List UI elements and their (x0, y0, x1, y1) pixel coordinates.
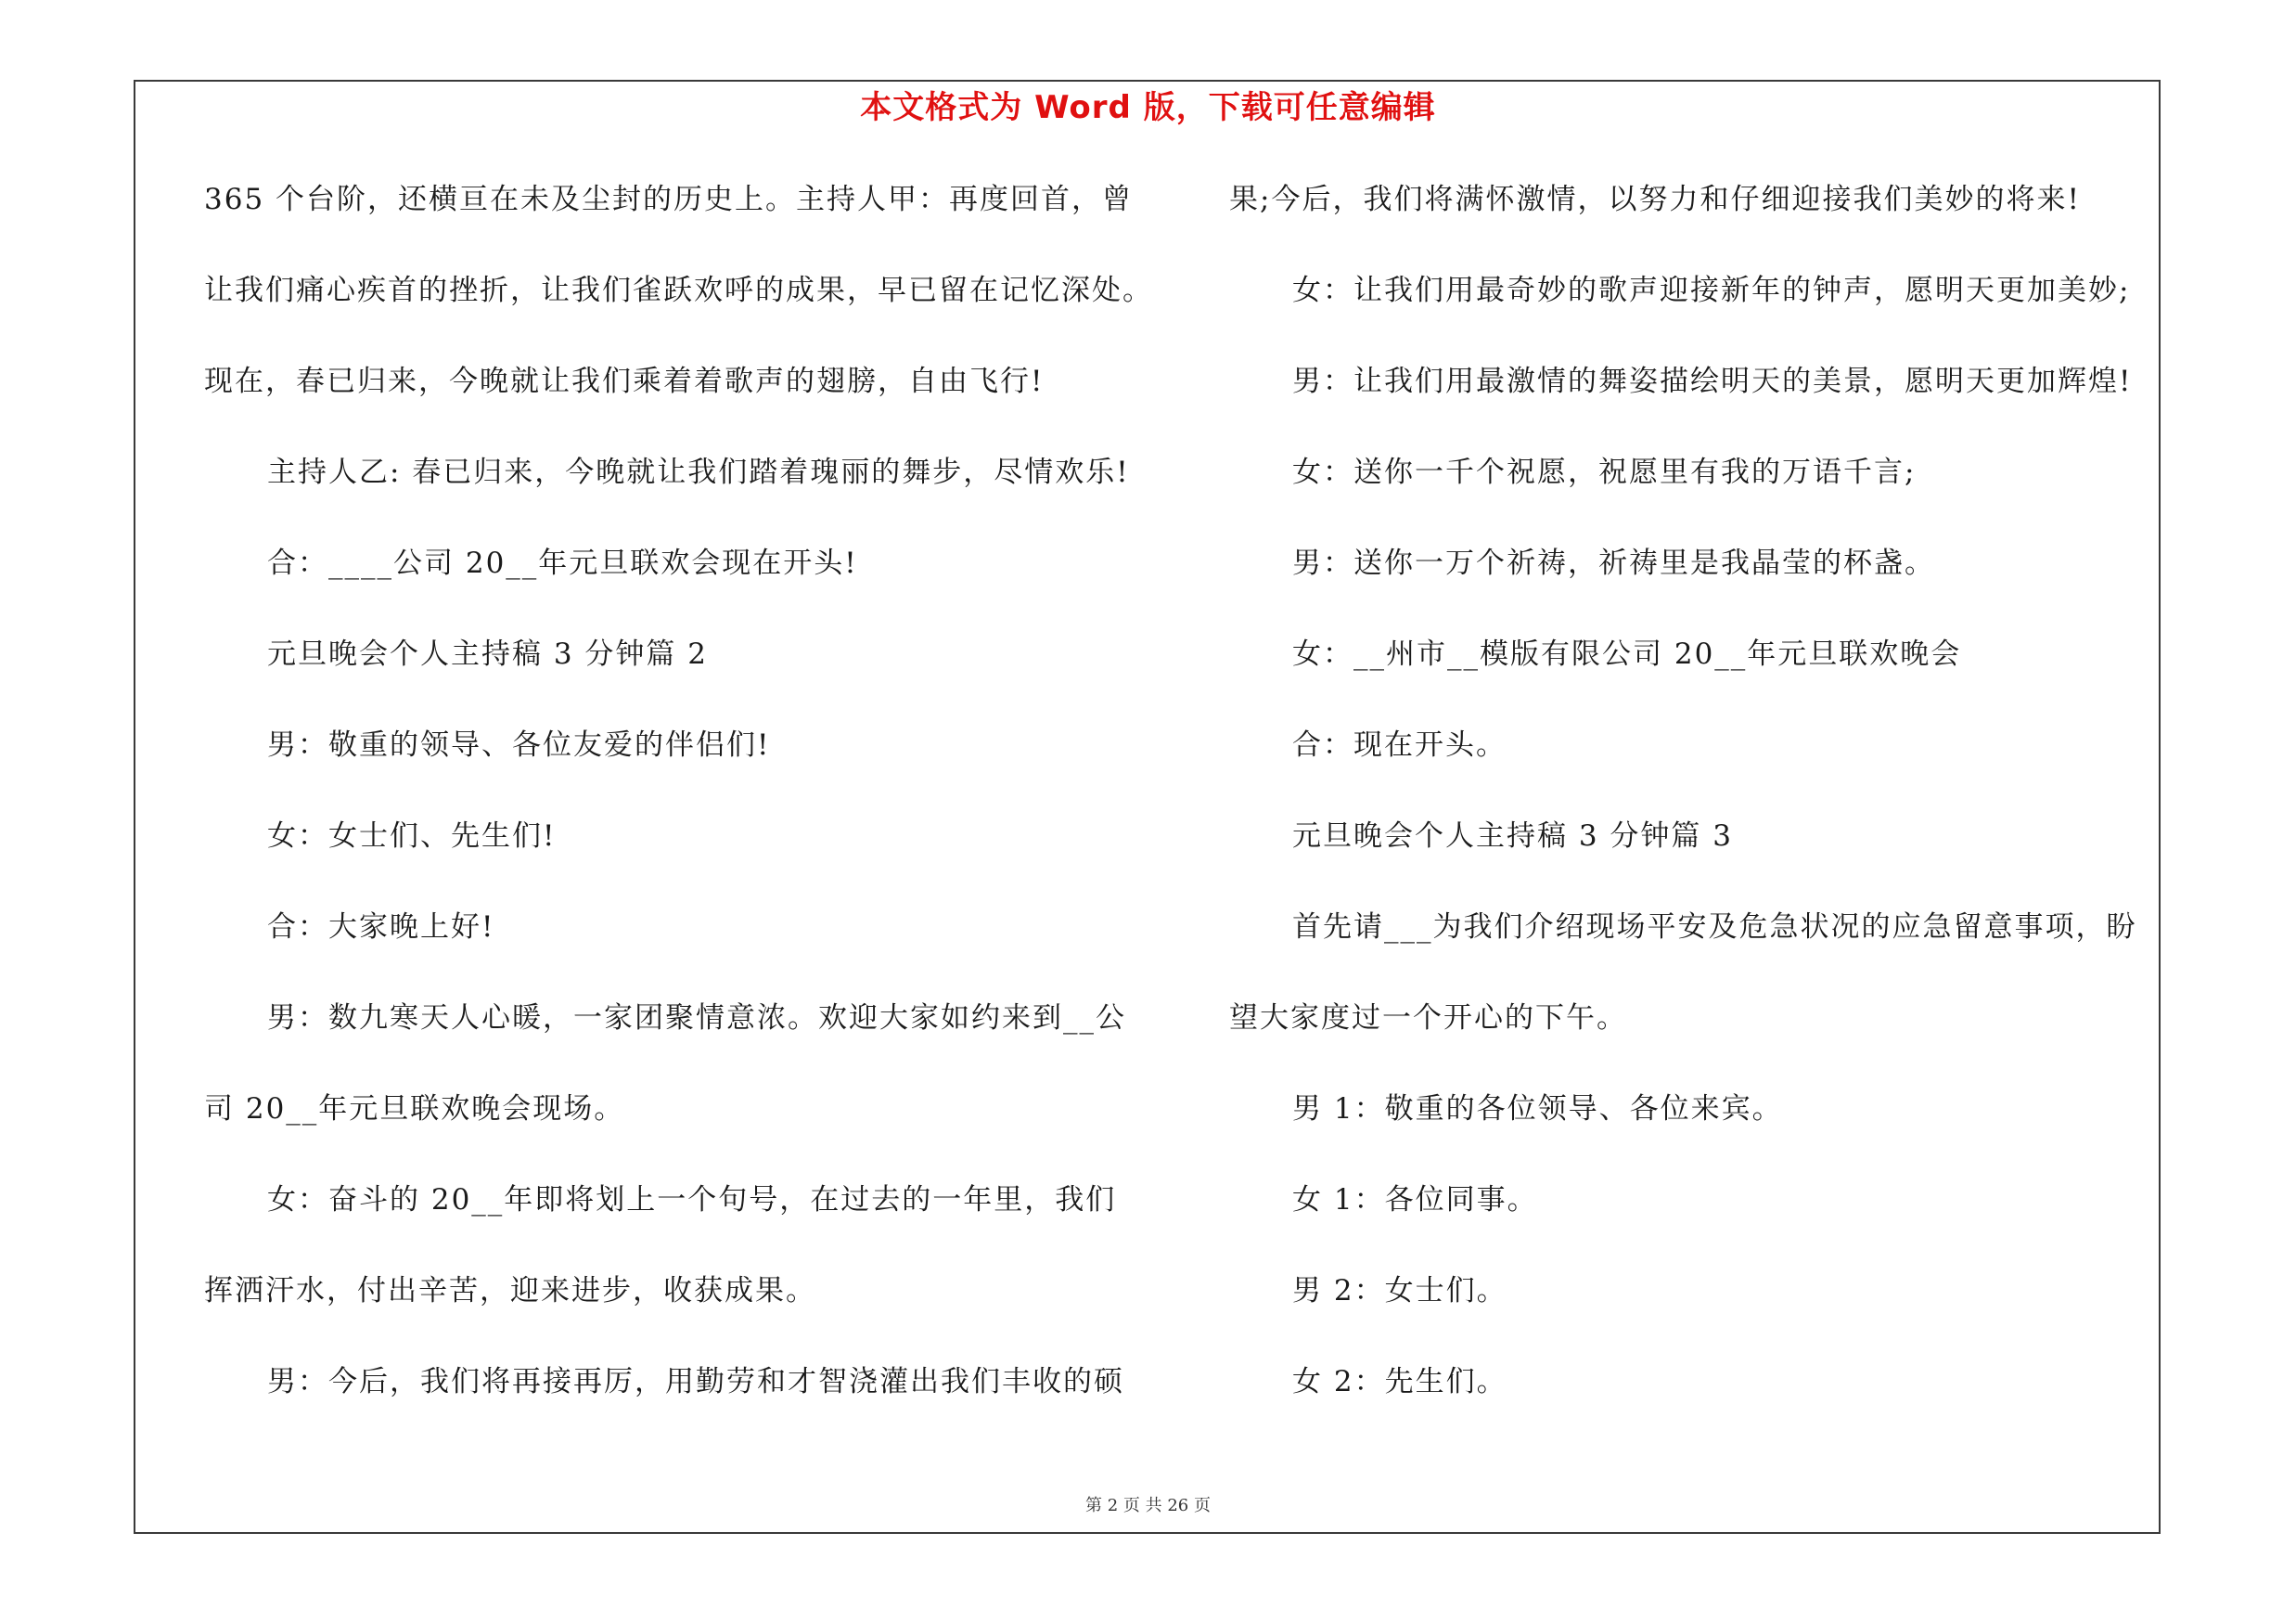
text-line: 司 20__年元旦联欢晚会现场。 (204, 1092, 625, 1126)
text-line: 女：__州市__模版有限公司 20__年元旦联欢晚会 (1292, 638, 1962, 671)
text-line: 挥洒汗水，付出辛苦，迎来进步，收获成果。 (204, 1274, 816, 1307)
text-line: 主持人乙: 春已归来，今晚就让我们踏着瑰丽的舞步，尽情欢乐! (267, 456, 1130, 489)
text-line: 元旦晚会个人主持稿 3 分钟篇 3 (1292, 819, 1734, 853)
text-line: 女：送你一千个祝愿，祝愿里有我的万语千言; (1292, 456, 1917, 489)
text-line: 男：让我们用最激情的舞姿描绘明天的美景，愿明天更加辉煌! (1292, 365, 2133, 398)
text-line: 男：数九寒天人心暖，一家团聚情意浓。欢迎大家如约来到__公 (267, 1001, 1126, 1035)
page-number-footer: 第 2 页 共 26 页 (1085, 1496, 1211, 1515)
text-line: 元旦晚会个人主持稿 3 分钟篇 2 (267, 638, 709, 671)
text-line: 合：____公司 20__年元旦联欢会现在开头! (267, 547, 858, 580)
text-line: 望大家度过一个开心的下午。 (1229, 1001, 1627, 1035)
text-line: 果;今后，我们将满怀激情，以努力和仔细迎接我们美妙的将来! (1229, 183, 2081, 216)
text-line: 女：女士们、先生们! (267, 819, 557, 853)
text-line: 女 2：先生们。 (1292, 1365, 1507, 1398)
text-line: 365 个台阶，还横亘在未及尘封的历史上。主持人甲：再度回首，曾 (204, 183, 1134, 216)
text-line: 男：今后，我们将再接再厉，用勤劳和才智浇灌出我们丰收的硕 (267, 1365, 1124, 1398)
text-line: 男 2：女士们。 (1292, 1274, 1507, 1307)
text-line: 让我们痛心疾首的挫折，让我们雀跃欢呼的成果，早已留在记忆深处。 (204, 274, 1153, 307)
text-line: 女：奋斗的 20__年即将划上一个句号，在过去的一年里，我们 (267, 1183, 1117, 1217)
text-line: 男：送你一万个祈祷，祈祷里是我晶莹的杯盏。 (1292, 547, 1935, 580)
text-line: 合：现在开头。 (1292, 728, 1507, 762)
text-line: 女 1：各位同事。 (1292, 1183, 1538, 1217)
text-line: 男 1：敬重的各位领导、各位来宾。 (1292, 1092, 1783, 1126)
format-banner: 本文格式为 Word 版，下载可任意编辑 (860, 89, 1436, 126)
text-line: 现在，春已归来，今晚就让我们乘着着歌声的翅膀，自由飞行! (204, 365, 1045, 398)
text-line: 首先请___为我们介绍现场平安及危急状况的应急留意事项，盼 (1292, 910, 2137, 944)
text-line: 合：大家晚上好! (267, 910, 495, 944)
text-line: 男：敬重的领导、各位友爱的伴侣们! (267, 728, 771, 762)
text-line: 女：让我们用最奇妙的歌声迎接新年的钟声，愿明天更加美妙; (1292, 274, 2131, 307)
